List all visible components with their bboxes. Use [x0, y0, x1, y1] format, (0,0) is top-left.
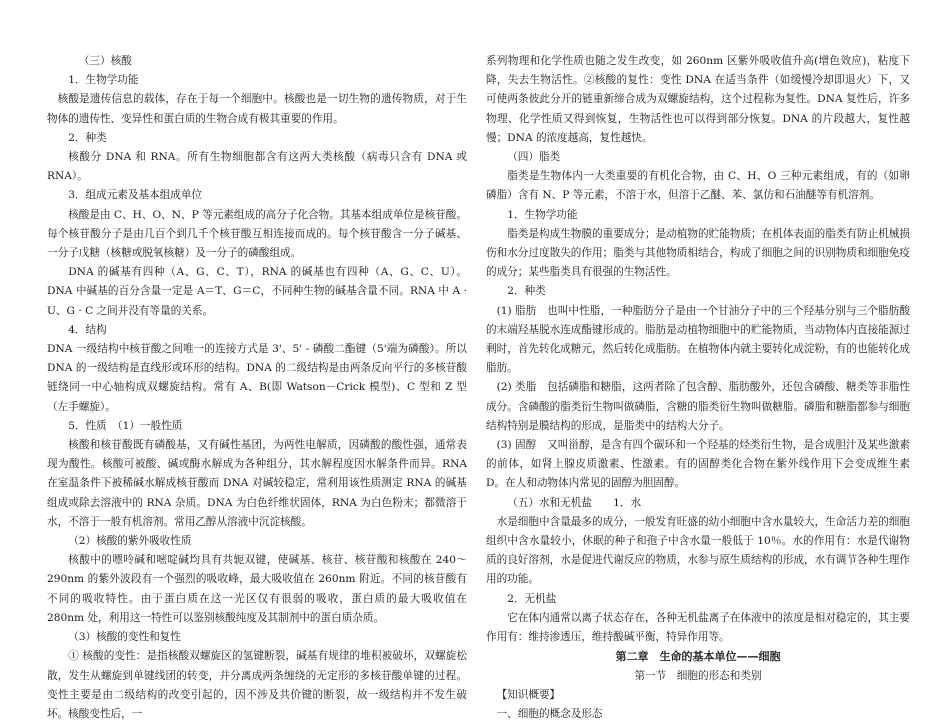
right-column-paragraph: 【知识概要】 [496, 688, 561, 701]
right-column-paragraph: （四）脂类 [507, 151, 561, 164]
left-column-paragraph: 3．组成元素及基本组成单位 [68, 189, 203, 202]
right-column-paragraph: 水是细胞中含量最多的成分，一般发育旺盛的幼小细胞中含水量较大，生命活力差的细胞组织中含水量较小，休眠的种子和孢子中含水量一般低于 10％。水的作用有：水是代谢物质的良好溶剂，水是促进代谢反应的物质，水参与原生质结构的形成，水有调节各种生理作用的功能。 [486, 515, 910, 586]
right-column-paragraph: 第二章 生命的基本单位——细胞 [615, 650, 781, 664]
left-column-paragraph: 1．生物学功能 [68, 74, 139, 87]
right-column-paragraph: 1．生物学功能 [507, 208, 578, 221]
right-column-paragraph: (1) 脂肪 也叫中性脂，一种脂肪分子是由一个甘油分子中的三个羟基分别与三个脂肪酸的末端羟基脱水连成酯键形成的。脂肪是动植物细胞中的贮能物质，当动物体内直接能源过剩时，首先转化成糖元，然后转化成脂肪。在植物体内就主要转化成淀粉，有的也能转化成脂肪。 [486, 304, 910, 375]
right-column-paragraph: 脂类是构成生物膜的重要成分；是动植物的贮能物质；在机体表面的脂类有防止机械损伤和水分过度散失的作用；脂类与其他物质相结合，构成了细胞之间的识别物质和细胞免疫的成分；某些脂类具有很强的生物活性。 [486, 227, 910, 279]
left-column [47, 52, 467, 724]
right-column-paragraph: 2．种类 [507, 285, 546, 298]
left-column-paragraph: 5．性质 （1）一般性质 [68, 419, 183, 432]
left-column-paragraph: 2．种类 [68, 131, 107, 144]
right-column-paragraph: 它在体内通常以离子状态存在，各种无机盐离子在体液中的浓度是相对稳定的，其主要作用有：维持渗透压，维持酸碱平衡，特异作用等。 [486, 611, 910, 644]
left-column-paragraph: 4．结构 [68, 323, 107, 336]
left-column-paragraph: DNA 的碱基有四种（A、G、C、T），RNA 的碱基也有四种（A、G、C、U）。DNA 中碱基的百分含量一定是 A＝T、G＝C，不同种生物的碱基含量不同。RNA 中 A · U、G · C 之间并没有等量的关系。 [47, 266, 467, 317]
left-column-paragraph: （2）核酸的紫外吸收性质 [68, 535, 192, 548]
right-column-paragraph: (2) 类脂 包括磷脂和糖脂，这两者除了包含醇、脂肪酸外，还包含磷酸、糖类等非脂性成分。含磷酸的脂类衍生物叫做磷脂，含糖的脂类衍生物叫做糖脂。磷脂和糖脂都参与细胞结构特别是膜结构的形成，是脂类中的结构大分子。 [486, 381, 910, 432]
left-column-paragraph: 核酸中的嘌呤碱和嘧啶碱均具有共轭双键，使碱基、核苷、核苷酸和核酸在 240～290nm 的紫外波段有一个强烈的吸收峰，最大吸收值在 260nm 附近。不同的核苷酸有不同的吸收特性。由于蛋白质在这一光区仅有很弱的吸收，蛋白质的最大吸收值在 280nm 处，利用这一特性可以鉴别核酸纯度及其制剂中的蛋白质杂质。 [47, 554, 467, 624]
right-column-paragraph: 一、细胞的概念及形态 [496, 707, 603, 720]
left-column-paragraph: DNA 一级结构中核苷酸之间唯一的连接方式是 3'、5' - 磷酸二酯键（5'端为磷酸）。所以 DNA 的一级结构是直线形或环形的结构。DNA 的二级结构是由两条反向平行的多核苷酸链绕同一中心轴构成双螺旋结构。常有 A、B(即 Watson－Crick 模型)、C 型和 Z 型（左手螺旋）。 [47, 343, 467, 413]
left-column-paragraph: （三）核酸 [78, 55, 132, 67]
left-column-paragraph: ① 核酸的变性：是指核酸双螺旋区的氢键断裂，碱基有规律的堆积被破坏，双螺旋松散，发生从螺旋到单键线团的转变，并分离成两条缠绕的无定形的多核苷酸单键的过程。变性主要是由二级结构的改变引起的，因不涉及共价键的断裂，故一级结构并不发生破坏。核酸变性后，一 [47, 650, 467, 720]
left-column-paragraph: （3）核酸的变性和复性 [68, 631, 181, 644]
right-column-paragraph: （五）水和无机盐 1．水 [507, 496, 642, 509]
right-column-paragraph: 系列物理和化学性质也随之发生改变，如 260nm 区紫外吸收值升高(增色效应)，粘度下降，失去生物活性。②核酸的复性：变性 DNA 在适当条件（如缓慢冷却即退火）下，又可使两条彼此分开的链重新缔合成为双螺旋结构，这个过程称为复性。DNA 复性后，许多物理、化学性质又得到恢复，生物活性也可以得到部分恢复。DNA 的片段越大，复性越慢；DNA 的浓度越高，复性越快。 [486, 55, 910, 144]
right-column [486, 52, 910, 724]
left-column-paragraph: 核酸分 DNA 和 RNA。所有生物细胞都含有这两大类核酸（病毒只含有 DNA 或 RNA）。 [47, 151, 467, 183]
left-column-paragraph: 核酸和核苷酸既有磷酸基，又有碱性基团，为两性电解质，因磷酸的酸性强，通常表现为酸性。核酸可被酸、碱或酶水解成为各种组分，其水解程度因水解条件而异。RNA 在室温条件下被稀碱水解成核苷酸而 DNA 对碱较稳定，常利用该性质测定 RNA 的碱基组成或除去溶液中的 RNA 杂质。DNA 为白色纤维状固体，RNA 为白色粉末；都微溶于水，不溶于一般有机溶剂。常用乙醇从溶液中沉淀核酸。 [47, 439, 467, 528]
left-column-paragraph: 核酸是遗传信息的载体，存在于每一个细胞中。核酸也是一切生物的遗传物质，对于生物体的遗传性、变异性和蛋白质的生物合成有极其重要的作用。 [47, 93, 467, 125]
right-column-paragraph: 脂类是生物体内一大类重要的有机化合物，由 C、H、O 三种元素组成，有的（如卵磷脂）含有 N、P 等元素，不溶于水，但溶于乙醚、苯、氯仿和石油醚等有机溶剂。 [486, 170, 910, 202]
left-column-paragraph: 核酸是由 C、H、O、N、P 等元素组成的高分子化合物。其基本组成单位是核苷酸。每个核苷酸分子是由几百个到几千个核苷酸互相连接而成的。每个核苷酸含一分子碱基、一分子戊糖（核糖或脱氧核糖）及一分子的磷酸组成。 [47, 208, 467, 260]
right-column-paragraph: 第一节 细胞的形态和类别 [634, 669, 762, 682]
right-column-paragraph: (3) 固醇 又叫甾醇，是含有四个碳环和一个羟基的烃类衍生物，是合成胆汁及某些激素的前体，如肾上腺皮质激素、性激素。有的固醇类化合物在紫外线作用下会变成维生素 D。在人和动物体内常见的固醇为胆固醇。 [486, 439, 910, 490]
right-column-paragraph: 2．无机盐 [507, 592, 557, 605]
